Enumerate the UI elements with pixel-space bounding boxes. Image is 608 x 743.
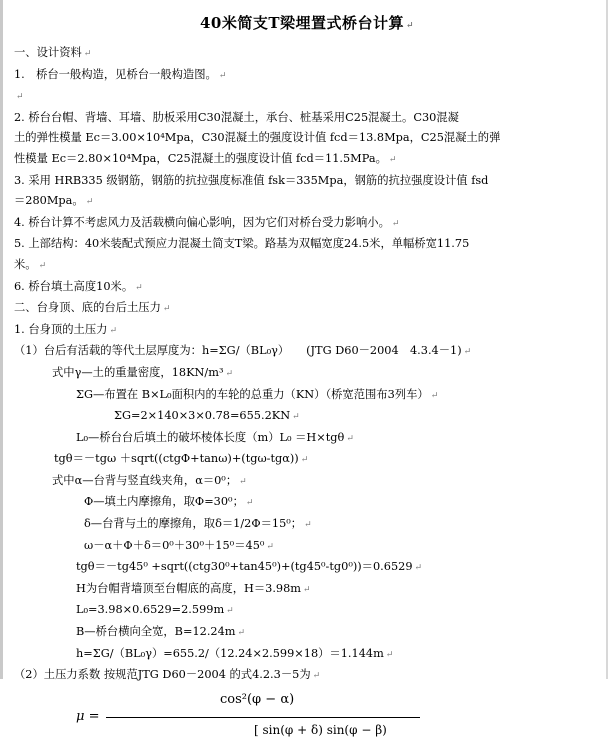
mu-formula: [14, 687, 600, 743]
soil-unit-weight: 式中γ—土的重量密度，18KN/m³ ↵: [52, 365, 234, 379]
design-item-5-line-2: 米。 ↵: [14, 257, 47, 271]
omega-sum: ω－α＋Φ＋δ＝0⁰＋30⁰＋15⁰＝45⁰ ↵: [84, 538, 274, 552]
design-item-2-line-1: 2. 桥台台帽、背墙、耳墙、肋板采用C30混凝土，承台、桩基采用C25混凝土。C30混凝: [14, 110, 459, 124]
fraction-bar: [106, 717, 420, 718]
design-item-1: 1. 桥台一般构造，见桥台一般构造图。 ↵: [14, 67, 227, 81]
design-item-6: 6. 桥台填土高度10米。 ↵: [14, 279, 143, 293]
mu-symbol: μ =: [76, 708, 100, 724]
formula-numerator: cos²(φ − α): [220, 691, 295, 707]
delta-definition: δ—台背与土的摩擦角，取δ＝1/2Φ＝15⁰； ↵: [84, 517, 312, 531]
equivalent-soil-thickness: （1）台后有活载的等代土层厚度为：h=ΣG/（BL₀γ） (JTG D60－2004 4.3.4－1) ↵: [14, 344, 472, 358]
pressure-coefficient-heading: （2）土压力系数 按规范JTG D60－2004 的式4.2.3－5为 ↵: [14, 668, 321, 682]
design-item-4: 4. 桥台计算不考虑风力及活载横向偏心影响，因为它们对桥台受力影响小。 ↵: [14, 215, 400, 229]
design-item-2-line-3: 性模量 Ec＝2.80×10⁴Mpa，C25混凝土的强度设计值 fcd＝11.5MPa。 ↵: [14, 151, 397, 165]
design-item-3-line-1: 3. 采用 HRB335 级钢筋，钢筋的抗拉强度标准值 fsk＝335Mpa，钢筋的抗拉强度设计值 fsd: [14, 173, 489, 187]
page-left-edge: [0, 0, 3, 679]
paragraph-mark: ↵: [406, 21, 415, 31]
heading-earth-pressure: 二、台身顶、底的台后土压力 ↵: [14, 301, 171, 315]
tg-theta-formula: tgθ＝－tgω ＋sqrt((ctgΦ+tanω)+(tgω-tgα)) ↵: [54, 452, 309, 466]
formula-denominator: [ sin(φ + δ) sin(φ − β): [254, 722, 387, 737]
wheel-load-value: ΣG=2×140×3×0.78=655.2KN ↵: [114, 409, 300, 423]
wheel-load-definition: ΣG—布置在 B×L₀面积内的车轮的总重力（KN）（桥宽范围布3列车） ↵: [76, 387, 439, 401]
l0-value: L₀=3.98×0.6529=2.599m ↵: [76, 603, 234, 617]
h-value: h=ΣG/（BL₀γ）=655.2/（12.24×2.599×18）＝1.144m ↵: [76, 646, 394, 660]
tg-theta-value: tgθ＝－tg45⁰ +sqrt((ctg30⁰+tan45⁰)+(tg45⁰-tg0⁰))＝0.6529 ↵: [76, 560, 423, 574]
wedge-length-definition: L₀—桥台台后填土的破坏棱体长度（m）L₀ ＝H×tgθ ↵: [76, 430, 354, 444]
alpha-definition: 式中α—台背与竖直线夹角，α＝0⁰； ↵: [52, 473, 247, 487]
document-title: 40米简支T梁埋置式桥台计算 ↵: [199, 14, 415, 32]
design-item-2-line-2: 土的弹性模量 Ec＝3.00×10⁴Mpa，C30混凝土的强度设计值 fcd＝13.8Mpa，C25混凝土的弹: [14, 131, 501, 145]
phi-definition: Φ—填土内摩擦角，取Φ=30⁰； ↵: [84, 495, 254, 509]
design-item-5-line-1: 5. 上部结构：40米装配式预应力混凝土简支T梁。路基为双幅宽度24.5米，单幅桥宽11.75: [14, 237, 470, 251]
empty-line: ↵: [16, 92, 24, 103]
width-b: B—桥台横向全宽，B=12.24m ↵: [76, 625, 246, 639]
document-page: [14, 6, 600, 743]
height-h: H为台帽背墙顶至台帽底的高度，H＝3.98m ↵: [76, 581, 311, 595]
design-item-3-line-2: ＝280Mpa。 ↵: [14, 194, 94, 208]
heading-design-data: 一、设计资料 ↵: [14, 46, 92, 59]
subheading-top-pressure: 1. 台身顶的土压力 ↵: [14, 322, 117, 336]
